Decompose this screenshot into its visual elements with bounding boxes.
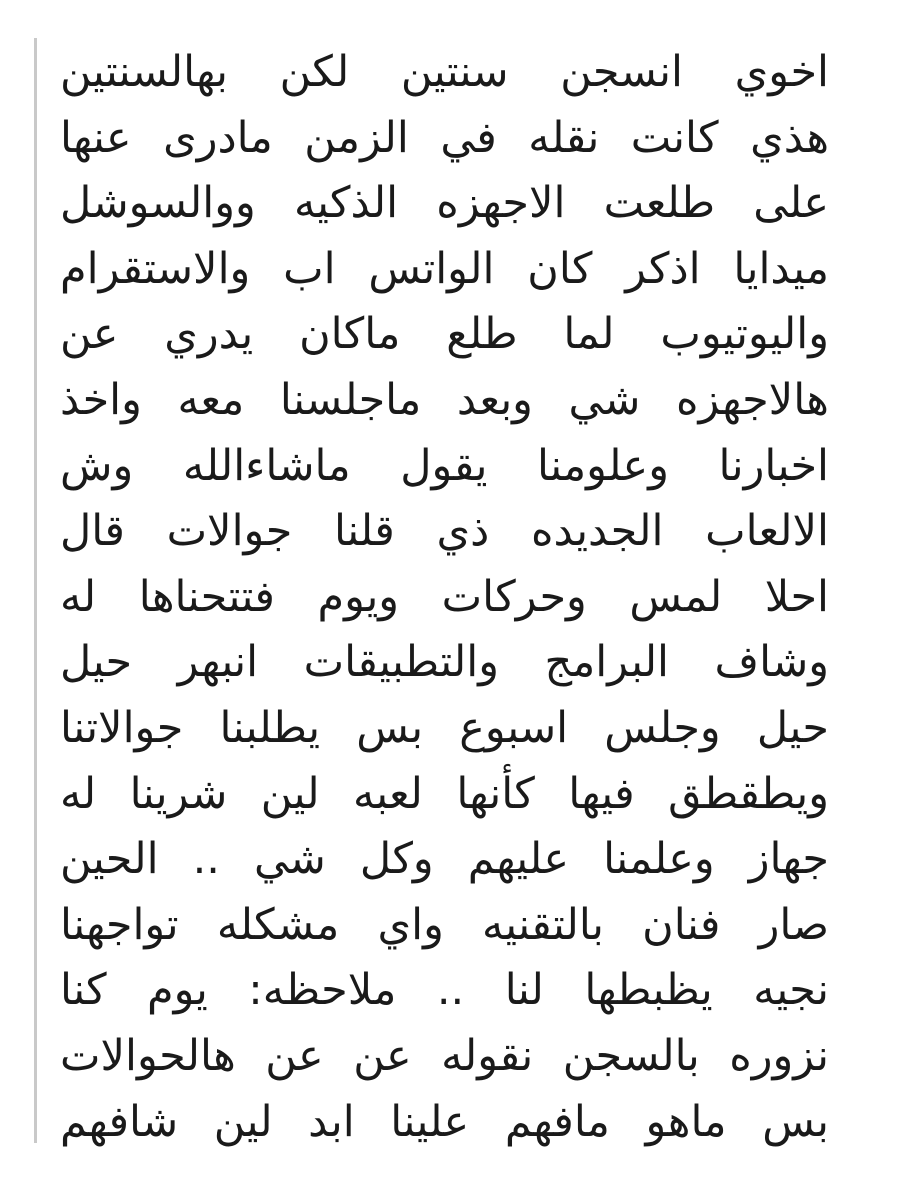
text-line: ميدايا اذكر كان الواتس اب والاستقرام [60,243,829,294]
text-line: على طلعت الاجهزه الذكيه ووالسوشل [60,178,829,229]
text-line: واليوتيوب لما طلع ماكان يدري عن [60,309,829,360]
text-line: اخوي انسجن سنتين لكن بهالسنتين [60,47,829,97]
text-line: احلا لمس وحركات ويوم فتتحناها له [60,571,829,622]
post-text [60,40,829,1155]
text-line: هالاجهزه شي وبعد ماجلسنا معه واخذ [60,374,829,425]
text-line: حيل وجلس اسبوع بس يطلبنا جوالاتنا [60,702,829,753]
text-line: نزوره بالسجن نقوله عن عن هالحوالات [60,1030,829,1081]
quote-bar [34,38,37,1143]
text-line: الالعاب الجديده ذي قلنا جوالات قال [60,506,829,557]
text-line: هذي كانت نقله في الزمن مادرى عنها [60,112,829,163]
text-line: اخبارنا وعلومنا يقول ماشاءالله وش [60,440,829,491]
text-line: وشاف البرامج والتطبيقات انبهر حيل [60,637,829,688]
text-line: بس ماهو مافهم علينا ابد لين شافهم [60,1096,829,1147]
text-line: جهاز وعلمنا عليهم وكل شي .. الحين [60,834,829,885]
text-line: نجيه يظبطها لنا .. ملاحظه: يوم كنا [60,965,829,1016]
text-line: صار فنان بالتقنيه واي مشكله تواجهنا [60,899,829,950]
text-line: ويطقطق فيها كأنها لعبه لين شرينا له [60,768,829,819]
